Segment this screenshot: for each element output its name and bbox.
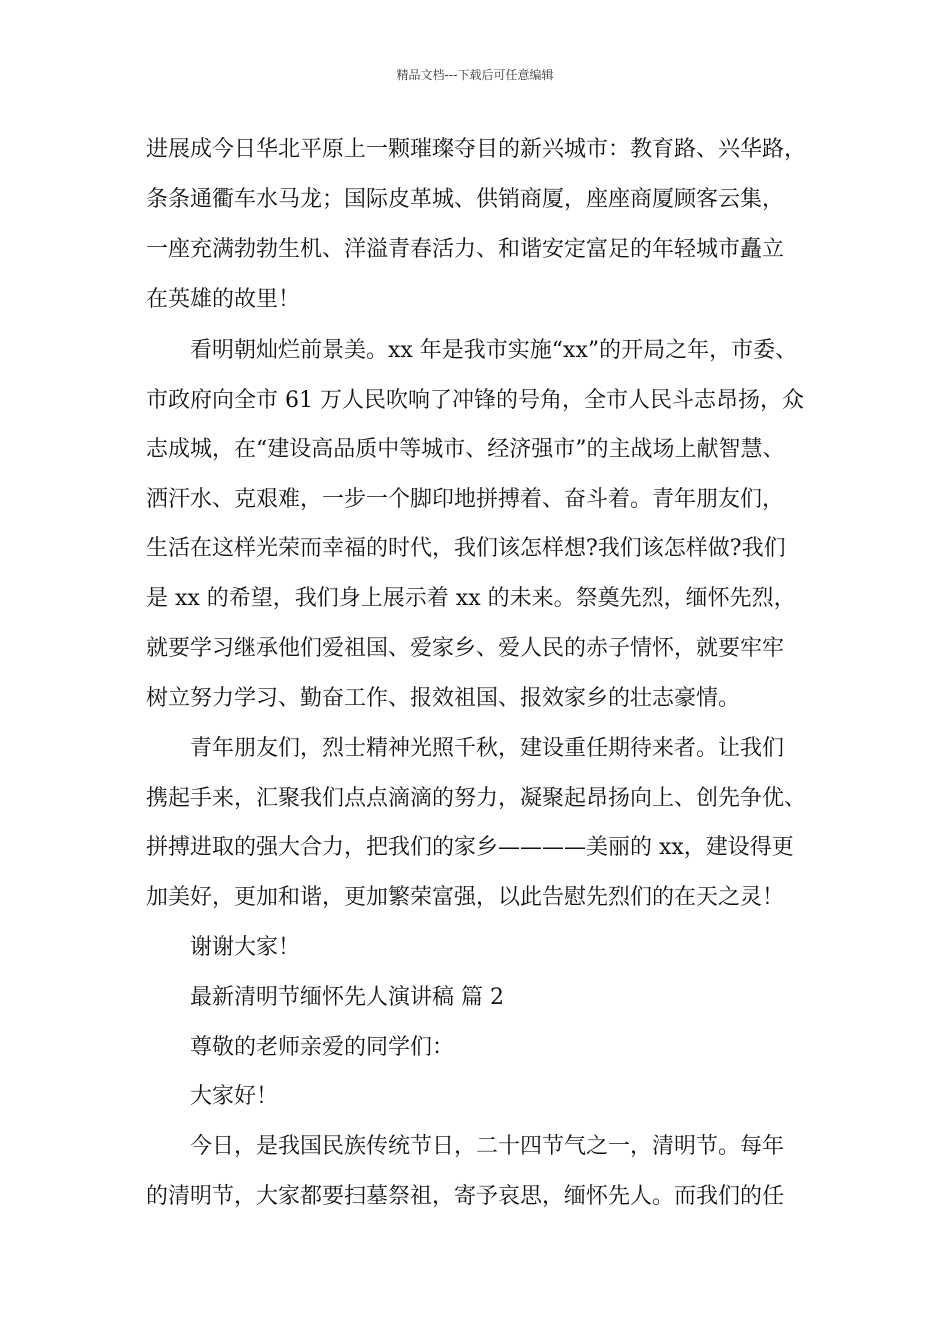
text-line: 看明朝灿烂前景美。xx 年是我市实施“xx”的开局之年，市委、 [190, 338, 798, 363]
text-line: 加美好，更加和谐，更加繁荣富强，以此告慰先烈们的在天之灵！ [146, 885, 785, 910]
text-line: 携起手来，汇聚我们点点滴滴的努力，凝聚起昂扬向上、创先争优、 [146, 786, 807, 811]
text-line: 生活在这样光荣而幸福的时代，我们该怎样想?我们该怎样做?我们 [146, 536, 786, 561]
text-line: 洒汗水、克艰难，一步一个脚印地拼搏着、奋斗着。青年朋友们， [146, 487, 785, 512]
page-header: 精品文档---下载后可任意编辑 [396, 68, 554, 82]
text-line: 青年朋友们，烈士精神光照千秋，建设重任期待来者。让我们 [190, 736, 785, 761]
salutation: 尊敬的老师亲爱的同学们： [190, 1035, 455, 1060]
text-line: 的清明节，大家都要扫墓祭祖，寄予哀思，缅怀先人。而我们的任 [146, 1184, 785, 1209]
text-line: 市政府向全市 61 万人民吹响了冲锋的号角，全市人民斗志昂扬，众 [146, 388, 804, 413]
text-line: 树立努力学习、勤奋工作、报效祖国、报效家乡的壮志豪情。 [146, 686, 741, 711]
text-line: 进展成今日华北平原上一颗璀璨夺目的新兴城市：教育路、兴华路， [146, 137, 807, 162]
text-line: 拼搏进取的强大合力，把我们的家乡————美丽的 xx，建设得更 [146, 835, 794, 860]
text-line: 就要学习继承他们爱祖国、爱家乡、爱人民的赤子情怀，就要牢牢 [146, 636, 785, 661]
text-line: 谢谢大家！ [190, 935, 301, 960]
text-line: 在英雄的故里！ [146, 287, 301, 312]
text-line: 条条通衢车水马龙；国际皮革城、供销商厦，座座商厦顾客云集， [146, 187, 785, 212]
text-line: 是 xx 的希望，我们身上展示着 xx 的未来。祭奠先烈，缅怀先烈， [146, 586, 796, 611]
text-line: 一座充满勃勃生机、洋溢青春活力、和谐安定富足的年轻城市矗立 [146, 237, 785, 262]
text-line: 志成城，在“建设高品质中等城市、经济强市”的主战场上献智慧、 [146, 437, 785, 462]
greeting: 大家好！ [190, 1084, 279, 1109]
text-line: 今日，是我国民族传统节日，二十四节气之一，清明节。每年 [190, 1134, 785, 1159]
section-title: 最新清明节缅怀先人演讲稿 篇 2 [190, 985, 504, 1010]
